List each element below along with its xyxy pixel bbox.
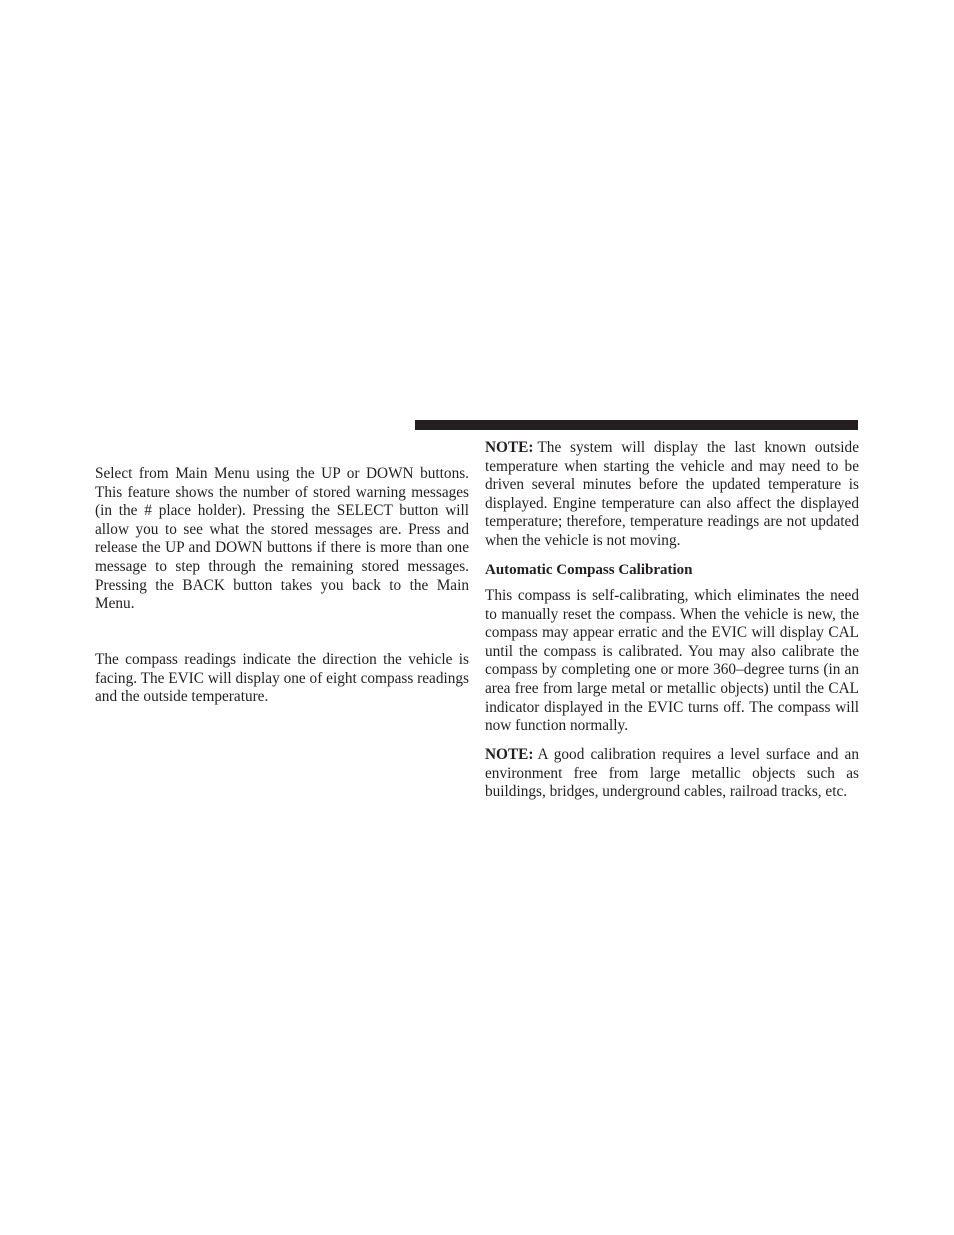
note-text: A good calibration requires a level surface and an environment free from large metallic objects such as buildings, bridges, underground cables, railroad tracks, etc. <box>485 746 859 801</box>
stored-messages-section <box>95 465 469 614</box>
calibration-section <box>485 587 859 736</box>
compass-readings-paragraph: The compass readings indicate the direction the vehicle is facing. The EVIC will display one of eight compass readings and the outside temperature. <box>95 651 469 706</box>
note-label: NOTE: <box>485 439 534 456</box>
note-paragraph-1 <box>485 439 859 551</box>
stored-messages-paragraph: Select from Main Menu using the UP or DOWN buttons. This feature shows the number of stored warning messages (in the # place holder). Pressing the SELECT button will allow you to see what the stored messages are. Press and release the UP and DOWN buttons if there is more than one message to step through the remaining stored messages. Pressing the BACK button takes you back to the Main Menu. <box>95 465 469 613</box>
section-subheading: Automatic Compass Calibration <box>485 562 693 578</box>
note-text: The system will display the last known outside temperature when starting the vehicle and may need to be driven several minutes before the updated temperature is displayed. Engine temperature can also affect the displayed temperature; therefore, temperature readings are not updated when the vehicle is not moving. <box>485 439 859 549</box>
note-paragraph-2 <box>485 746 859 802</box>
calibration-note <box>485 746 859 802</box>
calibration-paragraph: This compass is self-calibrating, which eliminates the need to manually reset the compass. When the vehicle is new, the compass may appear erratic and the EVIC will display CAL until the compass is calibrated. You may also calibrate the compass by completing one or more 360–degree turns (in an area free from large metal or metallic objects) until the CAL indicator displayed in the EVIC turns off. The compass will now function normally. <box>485 587 859 735</box>
compass-section <box>95 651 469 707</box>
note-label: NOTE: <box>485 746 534 763</box>
header-rule-bar <box>415 420 858 430</box>
calibration-heading-block <box>485 561 859 579</box>
temperature-note <box>485 439 859 551</box>
